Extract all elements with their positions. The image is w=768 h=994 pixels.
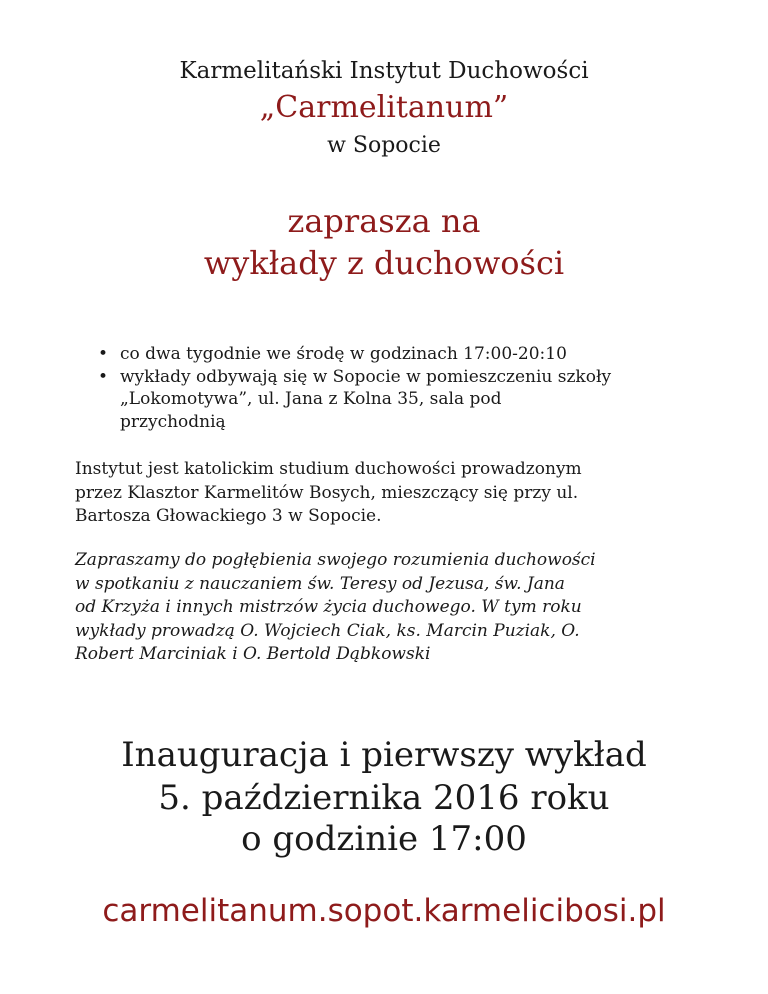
bullet-text: wykłady odbywają się w Sopocie w pomieszczeniu szkoły bbox=[120, 366, 612, 387]
paragraph-line: wykłady prowadzą O. Wojciech Ciak, ks. Marcin Puziak, O. bbox=[75, 620, 580, 641]
info-bullet-list bbox=[96, 343, 696, 433]
bullet-icon: • bbox=[98, 366, 109, 387]
website-url: carmelitanum.sopot.karmelicibosi.pl bbox=[102, 893, 666, 929]
invitation-description bbox=[75, 549, 715, 667]
institute-description bbox=[75, 458, 715, 529]
bullet-icon: • bbox=[98, 344, 109, 364]
paragraph-line: Zapraszamy do pogłębienia swojego rozumienia duchowości bbox=[75, 550, 596, 570]
paragraph-line: Bartosza Głowackiego 3 w Sopocie. bbox=[75, 506, 382, 526]
event-date: 5. października 2016 roku bbox=[158, 778, 610, 818]
institute-title: „Carmelitanum” bbox=[259, 90, 509, 125]
institute-location: w Sopocie bbox=[327, 133, 441, 158]
bullet-text: co dwa tygodnie we środę w godzinach 17:00-20:10 bbox=[120, 344, 567, 364]
bullet-item-location bbox=[96, 366, 696, 434]
paragraph-line: Robert Marciniak i O. Bertold Dąbkowski bbox=[75, 644, 431, 664]
bullet-item-schedule bbox=[96, 343, 696, 366]
paragraph-line: przez Klasztor Karmelitów Bosych, mieszczący się przy ul. bbox=[75, 482, 579, 503]
paragraph-line: Instytut jest katolickim studium duchowości prowadzonym bbox=[75, 459, 582, 479]
event-title: Inauguracja i pierwszy wykład bbox=[121, 735, 647, 775]
paragraph-line: w spotkaniu z nauczaniem św. Teresy od Jezusa, św. Jana bbox=[75, 573, 565, 594]
bullet-text: „Lokomotywa”, ul. Jana z Kolna 35, sala pod bbox=[120, 389, 502, 409]
institute-name: Karmelitański Instytut Duchowości bbox=[179, 58, 589, 84]
invite-heading-line1: zaprasza na bbox=[287, 202, 481, 240]
event-time: o godzinie 17:00 bbox=[241, 819, 527, 859]
invite-heading-line2: wykłady z duchowości bbox=[203, 244, 565, 282]
bullet-text: przychodnią bbox=[120, 411, 226, 432]
paragraph-line: od Krzyża i innych mistrzów życia duchowego. W tym roku bbox=[75, 597, 582, 617]
